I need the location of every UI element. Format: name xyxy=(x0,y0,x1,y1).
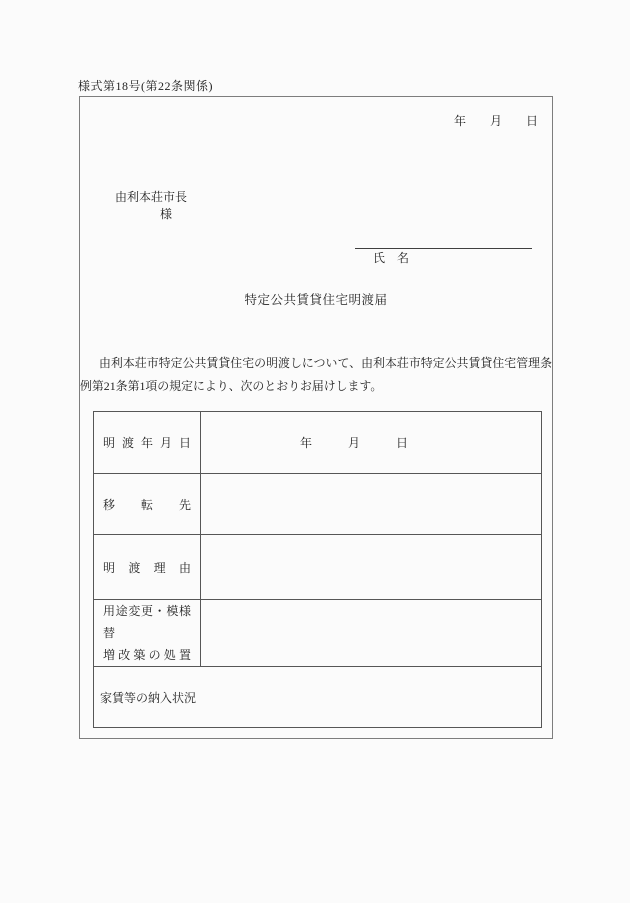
row-handover-date xyxy=(94,412,542,474)
body-paragraph xyxy=(80,352,552,398)
body-line: 由利本荘市特定公共賃貸住宅の明渡しについて、由利本荘市特定公共賃貸住宅管理条 xyxy=(99,356,552,370)
row-alteration-measures xyxy=(94,600,542,667)
form-number-label: 様式第18号(第22条関係) xyxy=(78,79,213,93)
handover-date-value: 年 月 日 xyxy=(201,412,542,474)
row-relocation-destination xyxy=(94,474,542,535)
name-field xyxy=(355,227,532,265)
row-label-line: 増 改 築 の 処 置 xyxy=(103,648,191,662)
recipient-line xyxy=(97,173,187,237)
name-label: 氏 名 xyxy=(373,251,410,265)
alteration-measures-value xyxy=(201,600,542,667)
row-rent-payment-status xyxy=(94,667,542,728)
recipient-name: 由利本荘市長 xyxy=(115,190,188,204)
row-label: 明 渡 理 由 xyxy=(94,535,201,600)
row-handover-reason xyxy=(94,535,542,600)
row-label: 移 転 先 xyxy=(94,474,201,535)
handover-reason-value xyxy=(201,535,542,600)
row-label xyxy=(94,600,201,667)
date-line: 年 月 日 xyxy=(453,114,538,128)
handover-detail-table xyxy=(93,411,542,728)
document-title: 特定公共賃貸住宅明渡届 xyxy=(244,293,388,307)
body-line: 例第21条第1項の規定により、次のとおりお届けします。 xyxy=(80,379,383,393)
honorific-label: 様 xyxy=(160,207,173,221)
relocation-destination-value xyxy=(201,474,542,535)
row-label-line: 用途変更・模様替 xyxy=(103,604,191,640)
row-label: 明 渡 年 月 日 xyxy=(94,412,201,474)
document-box xyxy=(79,96,553,739)
rent-payment-status-label: 家賃等の納入状況 xyxy=(94,667,542,728)
